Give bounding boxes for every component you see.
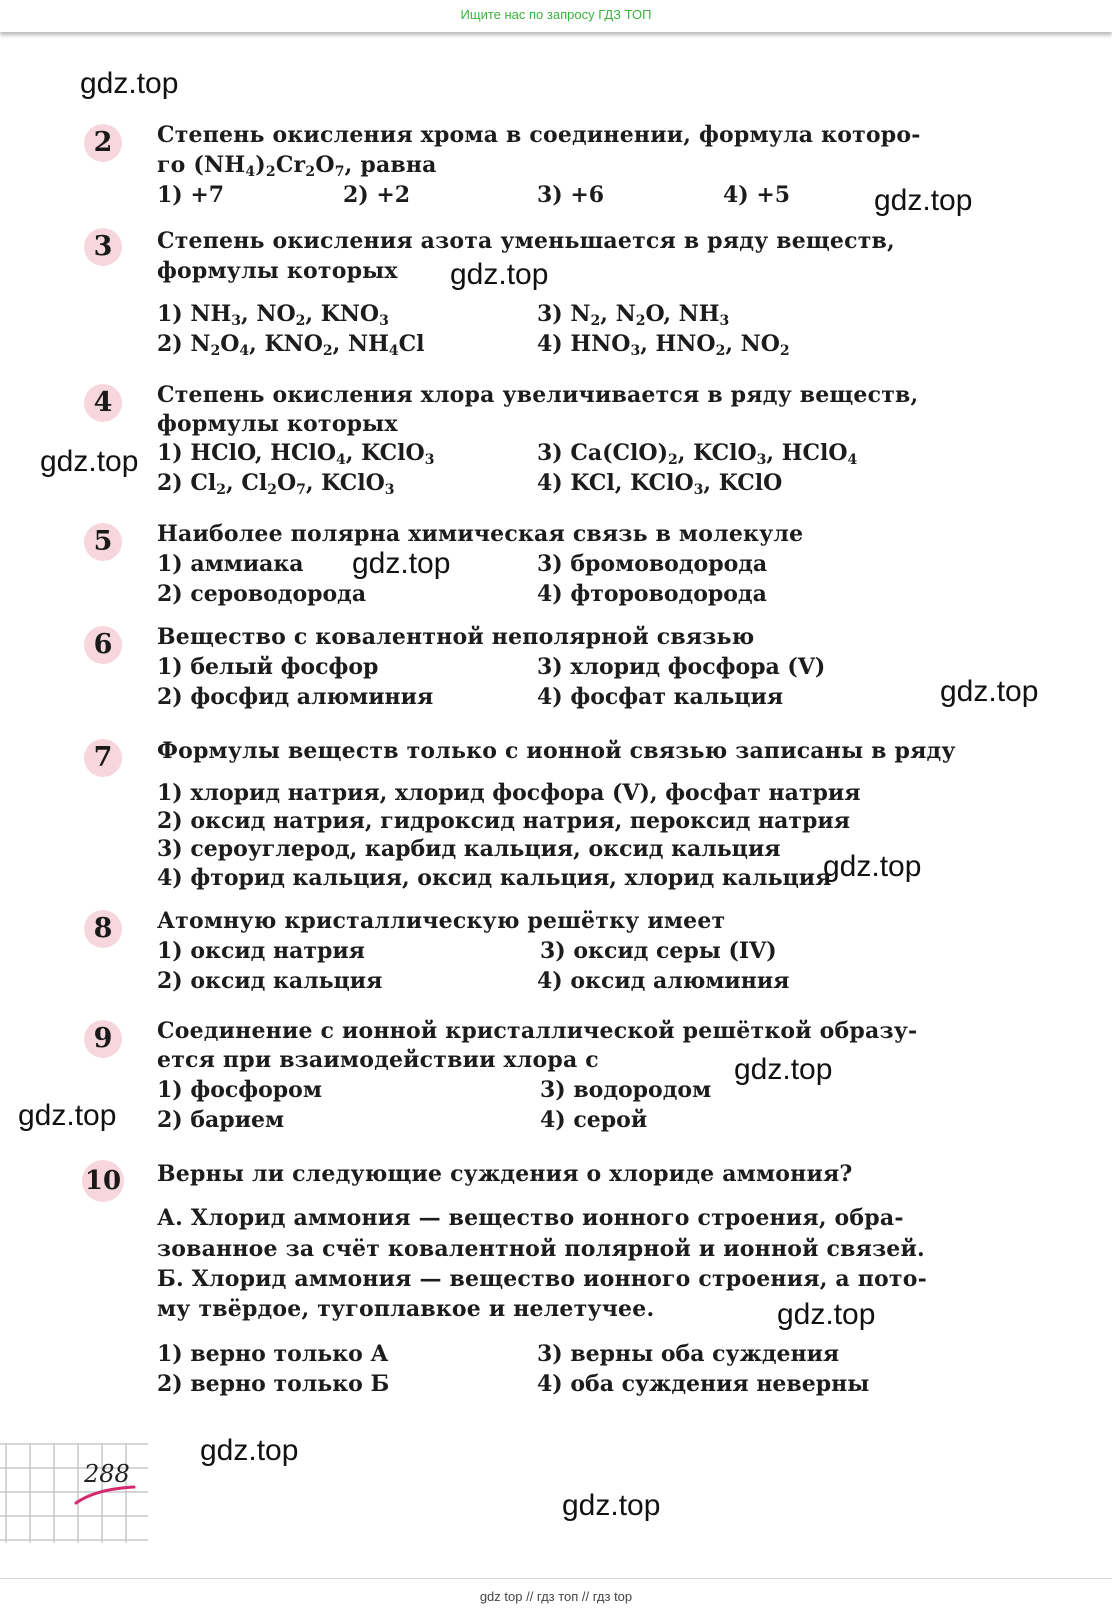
statement-line: Б. Хлорид аммония — вещество ионного строения, а пото- <box>157 1266 927 1292</box>
answer-option: 1) +7 <box>157 182 225 208</box>
answer-option: 2) $Cl_2$, $Cl_2O_7$, KClO$_3$ <box>157 470 395 498</box>
watermark: gdz.top <box>18 1099 117 1132</box>
answer-option: 2) оксид натрия, гидроксид натрия, пероксид натрия <box>157 808 850 834</box>
question-text-line: Вещество с ковалентной неполярной связью <box>157 624 755 650</box>
top-banner <box>0 0 1112 32</box>
question-text-line: го $(NH_4)_2Cr_2O_7$, равна <box>157 152 437 180</box>
answer-option: 3) оксид серы (IV) <box>540 938 777 964</box>
answer-option: 2) фосфид алюминия <box>157 684 434 710</box>
question-number-badge: 3 <box>84 228 122 266</box>
question-text-line: Формулы веществ только с ионной связью записаны в ряду <box>157 738 956 764</box>
question-text-line: Наиболее полярна химическая связь в молекуле <box>157 521 804 547</box>
question-text-line: Атомную кристаллическую решётку имеет <box>157 908 726 934</box>
watermark: gdz.top <box>874 184 973 217</box>
answer-option: 4) оба суждения неверны <box>537 1371 870 1397</box>
question-number-badge: 8 <box>84 910 122 948</box>
watermark: gdz.top <box>450 258 549 291</box>
answer-option: 2) оксид кальция <box>157 968 383 994</box>
answer-option: 3) $Ca(ClO)_2$, KClO$_3$, HClO$_4$ <box>537 440 858 468</box>
watermark: gdz.top <box>80 67 179 100</box>
answer-option: 4) $HNO_3$, $HNO_2$, $NO_2$ <box>537 331 790 359</box>
page-corner-grid <box>0 1443 150 1543</box>
watermark: gdz.top <box>352 547 451 580</box>
watermark: gdz.top <box>40 445 139 478</box>
watermark: gdz.top <box>777 1298 876 1331</box>
answer-option: 3) +6 <box>537 182 605 208</box>
answer-option: 3) водородом <box>540 1077 712 1103</box>
watermark: gdz.top <box>940 675 1039 708</box>
answer-option: 4) фторид кальция, оксид кальция, хлорид кальция <box>157 865 832 891</box>
question-text-line: Степень окисления хрома в соединении, формула которо- <box>157 122 921 148</box>
answer-option: 1) аммиака <box>157 551 304 577</box>
statement-line: А. Хлорид аммония — вещество ионного строения, обра- <box>157 1205 904 1231</box>
answer-option: 3) верны оба суждения <box>537 1341 840 1367</box>
watermark: gdz.top <box>200 1434 299 1467</box>
question-number-badge: 9 <box>84 1020 122 1058</box>
question-text-line: Верны ли следующие суждения о хлориде аммония? <box>157 1161 853 1187</box>
answer-option: 1) оксид натрия <box>157 938 365 964</box>
answer-option: 3) сероуглерод, карбид кальция, оксид кальция <box>157 836 781 862</box>
answer-option: 3) $N_2$, $N_2O$, $NH_3$ <box>537 301 730 329</box>
watermark: gdz.top <box>823 850 922 883</box>
answer-option: 1) фосфором <box>157 1077 322 1103</box>
question-text-line: Соединение с ионной кристаллической решёткой образу- <box>157 1018 918 1044</box>
question-text-line: Степень окисления азота уменьшается в ряду веществ, <box>157 228 895 254</box>
answer-option: 4) оксид алюминия <box>537 968 790 994</box>
question-text-line: Степень окисления хлора увеличивается в ряду веществ, <box>157 382 919 408</box>
question-text-line: ется при взаимодействии хлора с <box>157 1047 599 1073</box>
bottom-footer <box>0 1578 1112 1611</box>
question-number-badge: 6 <box>84 626 122 664</box>
watermark: gdz.top <box>734 1053 833 1086</box>
answer-option: 2) сероводорода <box>157 581 367 607</box>
answer-option: 1) хлорид натрия, хлорид фосфора (V), фосфат натрия <box>157 780 861 806</box>
answer-option: 3) бромоводорода <box>537 551 768 577</box>
watermark: gdz.top <box>562 1489 661 1522</box>
answer-option: 1) верно только А <box>157 1341 389 1367</box>
question-number-badge: 7 <box>84 739 122 777</box>
answer-option: 4) фосфат кальция <box>537 684 784 710</box>
answer-option: 2) +2 <box>343 182 411 208</box>
answer-option: 2) $N_2O_4$, $KNO_2$, $NH_4Cl$ <box>157 331 425 359</box>
page-number: 288 <box>84 1460 130 1488</box>
answer-option: 1) $NH_3$, $NO_2$, $KNO_3$ <box>157 301 389 329</box>
question-text-line: формулы которых <box>157 411 398 437</box>
statement-line: му твёрдое, тугоплавкое и нелетучее. <box>157 1296 655 1322</box>
answer-option: 2) верно только Б <box>157 1371 390 1397</box>
question-text-line: формулы которых <box>157 258 398 284</box>
question-number-badge: 2 <box>84 124 122 162</box>
answer-option: 2) барием <box>157 1107 285 1133</box>
answer-option: 1) белый фосфор <box>157 654 379 680</box>
answer-option: 4) KCl, KClO$_3$, KClO <box>537 470 783 498</box>
statement-line: зованное за счёт ковалентной полярной и ионной связей. <box>157 1236 925 1262</box>
question-number-badge: 10 <box>82 1160 124 1202</box>
answer-option: 4) +5 <box>723 182 791 208</box>
answer-option: 4) серой <box>540 1107 648 1133</box>
banner-text: Ищите нас по запросу ГДЗ ТОП <box>460 7 652 22</box>
question-number-badge: 5 <box>84 523 122 561</box>
answer-option: 1) HClO, HClO$_4$, KClO$_3$ <box>157 440 435 468</box>
question-number-badge: 4 <box>84 384 122 422</box>
answer-option: 3) хлорид фосфора (V) <box>537 654 826 680</box>
answer-option: 4) фтороводорода <box>537 581 767 607</box>
footer-links[interactable]: gdz top // гдз топ // гдз top <box>479 1589 633 1604</box>
